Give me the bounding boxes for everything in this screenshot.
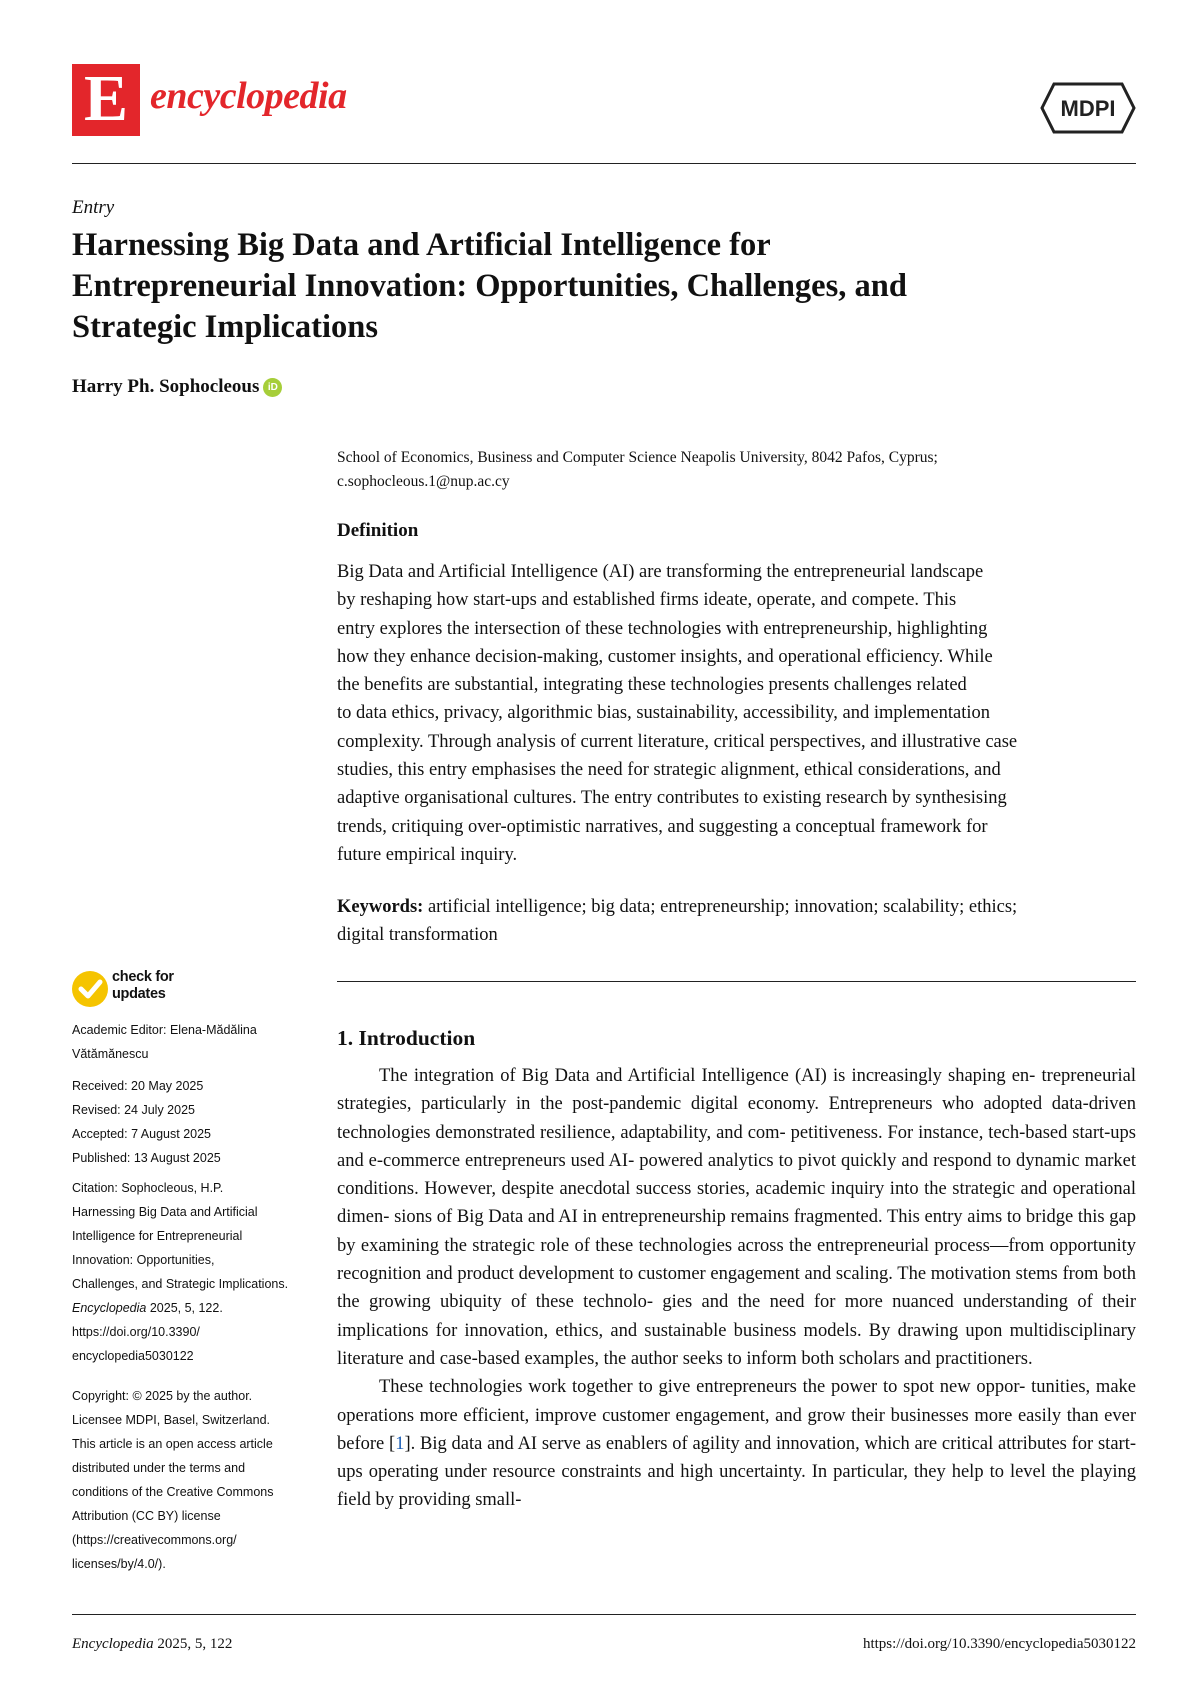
publication-dates xyxy=(72,1074,312,1170)
abstract-line: studies, this entry emphasises the need for strategic alignment, ethical considerations, and xyxy=(337,760,1001,781)
author-line xyxy=(72,376,282,398)
footer-doi-link[interactable]: https://doi.org/10.3390/encyclopedia5030122 xyxy=(862,1636,1136,1652)
license-link[interactable]: (https://creativecommons.org/ xyxy=(72,1533,237,1547)
abstract-line: to data ethics, privacy, algorithmic bias, sustainability, accessibility, and implementation xyxy=(337,703,990,724)
intro-paragraph: These technologies work together to give entrepreneurs the power to spot new oppor- tunities, make operations more efficient, improve customer engagement, and grow their businesses more easily than ever before [1]. Big data and AI serve as enablers of agility and innovation, which are critical attributes for start-ups operating under resource constraints and high uncertainty. In particular, they help to level the playing field by providing small- xyxy=(337,1377,1137,1511)
section-heading: 1. Introduction xyxy=(337,1026,476,1050)
mdpi-logo-text: MDPI xyxy=(1060,96,1116,121)
footer-divider xyxy=(72,1614,1136,1615)
abstract-line: Big Data and Artificial Intelligence (AI) are transforming the entrepreneurial landscape xyxy=(337,562,984,582)
introduction-body xyxy=(337,1062,1136,1515)
published-date: Published: 13 August 2025 xyxy=(72,1151,221,1165)
revised-date: Revised: 24 July 2025 xyxy=(72,1103,195,1117)
license-link[interactable]: licenses/by/4.0/). xyxy=(72,1557,166,1571)
copyright-notice: Copyright: © 2025 by the author. Licensee MDPI, Basel, Switzerland. This article is an open access article distributed under the terms and conditions of the Creative Commons Attribution (CC BY) license (https://creativecommons.org/ licenses/by/4.0/). xyxy=(72,1384,312,1576)
check-updates-text: check for updates xyxy=(112,969,174,1002)
reference-link[interactable]: 1 xyxy=(395,1433,405,1454)
abstract-line: complexity. Through analysis of current literature, critical perspectives, and illustrative case xyxy=(337,731,1018,752)
affiliation xyxy=(337,446,1136,494)
keywords-line: artificial intelligence; big data; entrepreneurship; innovation; scalability; ethics; xyxy=(427,897,1018,917)
author-email[interactable]: c.sophocleous.1@nup.ac.cy xyxy=(337,473,510,490)
article-title xyxy=(72,225,1136,348)
orcid-icon[interactable]: iD xyxy=(263,378,282,397)
check-for-updates-badge[interactable] xyxy=(72,969,232,1009)
definition-heading: Definition xyxy=(337,520,419,541)
academic-editor: Academic Editor: Elena-Mădălina Vătămănescu xyxy=(72,1023,257,1061)
citation-doi-link[interactable]: https://doi.org/10.3390/ encyclopedia5030122 xyxy=(72,1325,200,1363)
accepted-date: Accepted: 7 August 2025 xyxy=(72,1127,211,1141)
abstract-line: trends, critiquing over-optimistic narratives, and suggesting a conceptual framework for xyxy=(337,816,988,837)
journal-name: encyclopedia xyxy=(150,75,347,117)
author-name: Harry Ph. Sophocleous xyxy=(72,376,260,397)
abstract-line: the benefits are substantial, integrating these technologies presents challenges related xyxy=(337,675,967,696)
title-line: Harnessing Big Data and Artificial Intelligence for xyxy=(72,227,771,263)
abstract-line: future empirical inquiry. xyxy=(337,844,518,865)
affiliation-text: School of Economics, Business and Computer Science Neapolis University, 8042 Pafos, Cyprus; xyxy=(337,449,938,466)
keywords-line: digital transformation xyxy=(337,925,498,946)
mdpi-logo xyxy=(1040,82,1136,139)
abstract xyxy=(337,558,1136,869)
keywords-label: Keywords: xyxy=(337,897,424,917)
journal-logo-letter: E xyxy=(83,62,129,135)
article-type: Entry xyxy=(72,197,115,218)
abstract-line: how they enhance decision-making, customer insights, and operational efficiency. While xyxy=(337,646,993,667)
abstract-line: adaptive organisational cultures. The entry contributes to existing research by synthesising xyxy=(337,788,1007,809)
received-date: Received: 20 May 2025 xyxy=(72,1079,204,1093)
abstract-line: entry explores the intersection of these technologies with entrepreneurship, highlighting xyxy=(337,618,988,639)
title-line: Entrepreneurial Innovation: Opportunities, Challenges, and xyxy=(72,268,907,304)
keywords xyxy=(337,893,1136,950)
citation-block: Citation: Sophocleous, H.P. Harnessing Big Data and Artificial Intelligence for Entrepreneurial Innovation: Opportunities, Challenges, and Strategic Implications. Encyclopedia 2025, 5, 122. https://doi.org/10.3390/ encyclopedia5030122 xyxy=(72,1176,312,1368)
mdpi-logo-icon xyxy=(1040,82,1136,134)
header-divider xyxy=(72,163,1136,164)
section-divider xyxy=(337,981,1136,982)
check-updates-icon xyxy=(72,971,108,1007)
footer-citation: Encyclopedia 2025, 5, 122 xyxy=(72,1636,233,1652)
intro-paragraph: The integration of Big Data and Artificial Intelligence (AI) is increasingly shaping en- trepreneurial strategies, particularly in the post-pandemic digital economy. Entrepreneurs who adopted data-driven technologies demonstrated resilience, adaptability, and com- petitiveness. For instance, tech-based start-ups and e-commerce entrepreneurs used AI- powered analytics to pivot quickly and respond to dynamic market conditions. However, despite anecdotal success stories, academic inquiry into the strategic and operational dimen- sions of Big Data and AI in entrepreneurship remains fragmented. This entry aims to bridge this gap by examining the strategic role of these technologies across the entrepreneurial process—from opportunity recognition and product development to customer engagement and scaling. The motivation stems from both the growing ubiquity of these technolo- gies and the need for more nuanced understanding of their implications for innovation, ethics, and sustainable business models. By drawing upon multidisciplinary literature and case-based examples, the author seeks to inform both scholars and practitioners. xyxy=(337,1066,1137,1369)
title-line: Strategic Implications xyxy=(72,309,379,345)
abstract-line: by reshaping how start-ups and established firms ideate, operate, and compete. This xyxy=(337,590,957,611)
